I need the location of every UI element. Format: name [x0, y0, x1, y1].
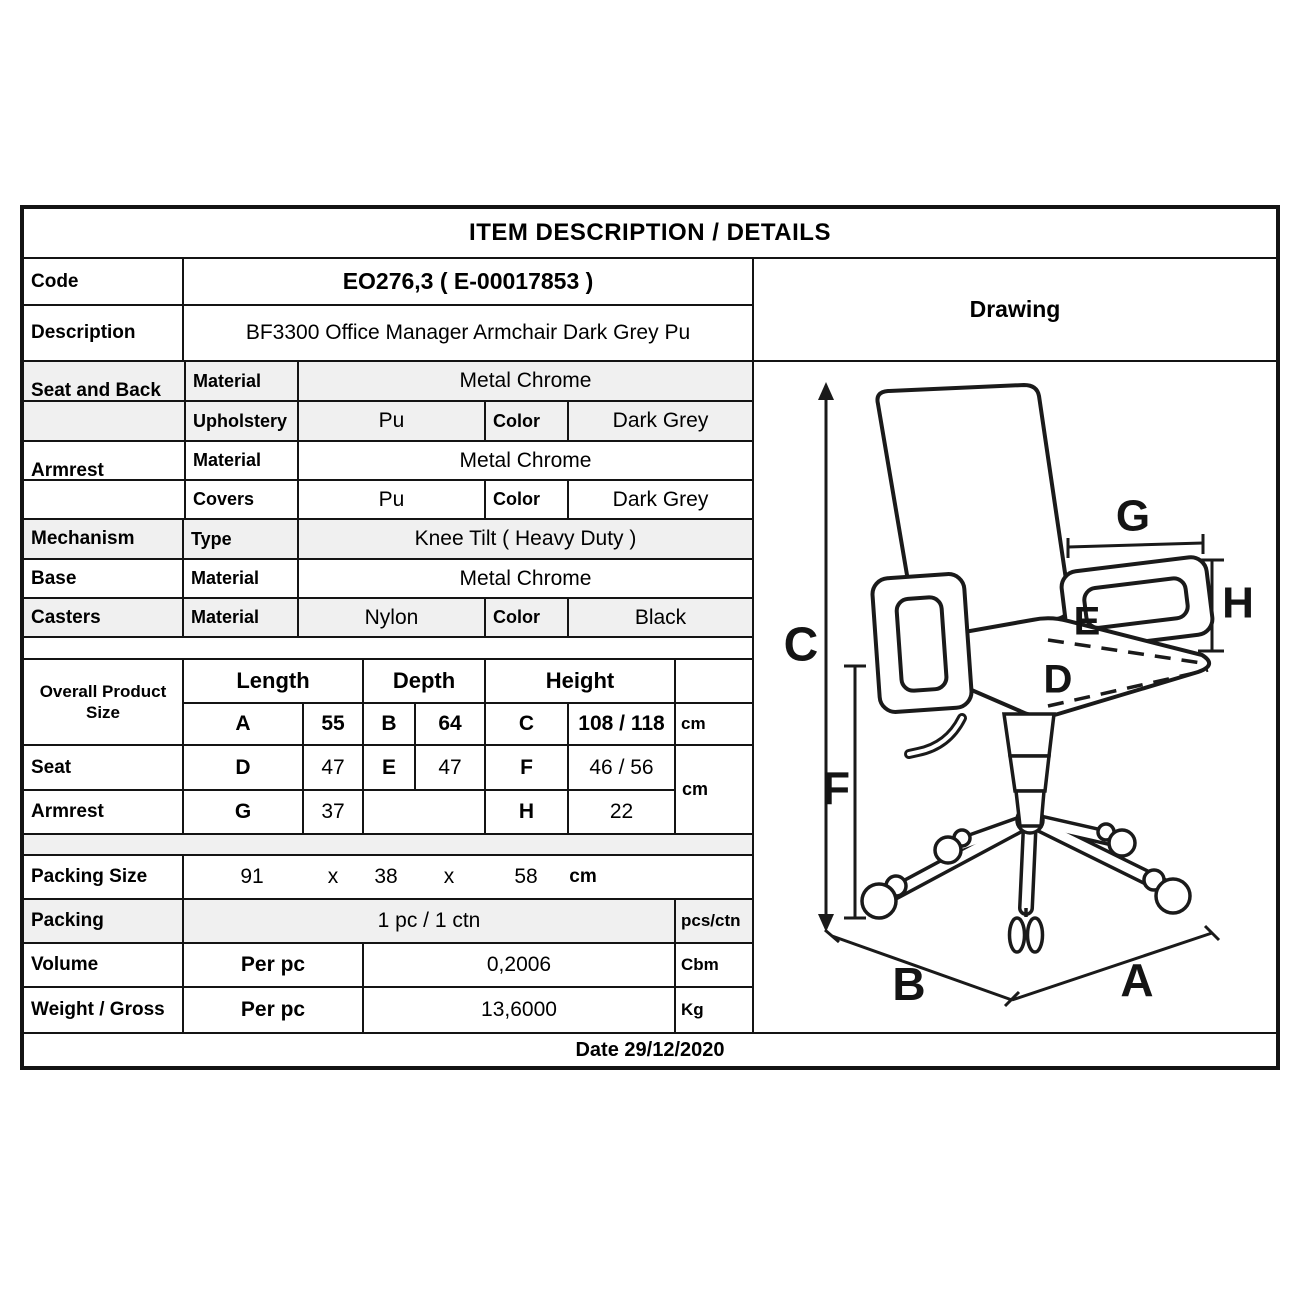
seat-size-row — [24, 746, 676, 791]
armrest-size-row — [24, 791, 676, 833]
packing-size-label: Packing Size — [24, 856, 184, 898]
weight-value: 13,6000 — [364, 988, 676, 1032]
caster-right — [1156, 879, 1190, 913]
spacer-1 — [24, 638, 752, 658]
drawing-label-b: B — [892, 958, 926, 1011]
upholstery-label: Upholstery — [184, 402, 299, 440]
drawing-label-d: D — [1043, 657, 1073, 702]
mechanism-type-label: Type — [184, 520, 299, 558]
packing-unit: pcs/ctn — [681, 911, 741, 930]
overall-values-row — [184, 704, 752, 744]
packing-size-row — [24, 856, 752, 900]
dim-f-letter: F — [486, 746, 569, 789]
volume-label: Volume — [24, 944, 184, 986]
mechanism-type-value: Knee Tilt ( Heavy Duty ) — [414, 527, 637, 550]
caster-back-left — [935, 837, 961, 863]
volume-value: 0,2006 — [364, 944, 676, 986]
packing-size-x2: x — [443, 865, 455, 888]
drawing-label-a: A — [1120, 954, 1154, 1007]
description-label: Description — [24, 306, 184, 360]
seatback-material-label: Material — [184, 362, 299, 400]
date-value: Date 29/12/2020 — [575, 1038, 725, 1061]
dim-g-letter: G — [184, 791, 304, 833]
casters-row — [24, 599, 752, 638]
armrest-material-label: Material — [184, 442, 299, 479]
seat-armrest-size-section — [24, 746, 752, 835]
upholstery-value: Pu — [299, 402, 486, 440]
overall-unit: cm — [681, 714, 706, 733]
packing-size-unit: cm — [569, 866, 597, 887]
armrest-material-value: Metal Chrome — [459, 448, 592, 472]
chair-lever — [909, 718, 962, 754]
overall-size-section — [24, 660, 752, 746]
base-material-value: Metal Chrome — [459, 566, 592, 590]
spacer-row-2 — [24, 835, 752, 856]
code-row — [24, 259, 752, 306]
dim-h-letter: H — [486, 791, 569, 833]
caster-back-right — [1109, 830, 1135, 856]
seatback-material-value: Metal Chrome — [459, 369, 592, 392]
seatback-color-label: Color — [486, 402, 569, 440]
dimension-line-c — [818, 382, 834, 932]
caster-left — [862, 884, 896, 918]
weight-unit: Kg — [681, 1000, 704, 1019]
volume-unit: Cbm — [681, 955, 719, 974]
dim-h-value: 22 — [569, 791, 676, 833]
armrest-size-label: Armrest — [24, 791, 184, 833]
packing-size-x1: x — [327, 865, 339, 888]
seat-size-label: Seat — [24, 746, 184, 789]
base-label: Base — [24, 560, 184, 597]
code-label: Code — [24, 259, 184, 304]
size-header-row — [184, 660, 752, 704]
armrest-color-label: Color — [486, 481, 569, 518]
casters-color-value: Black — [634, 605, 687, 629]
length-header: Length — [184, 660, 364, 702]
overall-size-label: Overall Product Size — [24, 660, 184, 744]
seat-armrest-unit: cm — [682, 779, 709, 799]
height-header: Height — [486, 660, 676, 702]
packing-size-depth: 38 — [374, 865, 398, 888]
weight-label: Weight / Gross — [24, 988, 184, 1032]
caster-front-left-wheel — [1010, 918, 1025, 952]
covers-label: Covers — [184, 481, 299, 518]
dim-a-value: 55 — [304, 704, 364, 744]
dim-c-letter: C — [486, 704, 569, 744]
casters-label: Casters — [24, 599, 184, 636]
dim-d-value: 47 — [304, 746, 364, 789]
weight-per-pc: Per pc — [184, 988, 364, 1032]
volume-row — [24, 944, 752, 988]
armrest-color-value: Dark Grey — [612, 487, 709, 511]
dim-e-value: 47 — [416, 746, 486, 789]
date-row — [24, 1032, 1276, 1066]
dim-b-value: 64 — [416, 704, 486, 744]
base-material-label: Material — [184, 560, 299, 597]
gas-lift — [1004, 714, 1054, 826]
armrest-label-text: Armrest — [31, 459, 104, 481]
drawing-panel — [752, 259, 1276, 1032]
seatback-label-text: Seat and Back — [31, 380, 161, 401]
drawing-label-e: E — [1073, 599, 1101, 644]
dim-a-letter: A — [184, 704, 304, 744]
caster-front-right-wheel — [1028, 918, 1043, 952]
armrest-size-empty — [364, 791, 486, 833]
packing-row — [24, 900, 752, 944]
spec-sheet-table — [20, 205, 1280, 1070]
dim-f-value: 46 / 56 — [569, 746, 676, 789]
spacer-2 — [24, 835, 752, 854]
chair-left-armrest — [871, 573, 972, 713]
casters-material-value: Nylon — [299, 599, 486, 636]
drawing-label-g: G — [1115, 491, 1151, 541]
code-value: EO276,3 ( E-00017853 ) — [342, 268, 594, 294]
depth-header: Depth — [364, 660, 486, 702]
description-value: BF3300 Office Manager Armchair Dark Grey Pu — [245, 321, 691, 344]
mechanism-row — [24, 520, 752, 560]
covers-value: Pu — [299, 481, 486, 518]
casters-material-label: Material — [184, 599, 299, 636]
description-row — [24, 306, 752, 362]
packing-size-length: 91 — [240, 865, 264, 888]
packing-label: Packing — [24, 900, 184, 942]
drawing-label-c: C — [783, 618, 819, 672]
weight-row — [24, 988, 752, 1032]
seatback-color-value: Dark Grey — [612, 409, 709, 432]
dim-c-value: 108 / 118 — [569, 704, 676, 744]
dim-b-letter: B — [364, 704, 416, 744]
mechanism-label: Mechanism — [24, 520, 184, 558]
size-header-spacer — [676, 660, 752, 702]
sheet-title: ITEM DESCRIPTION / DETAILS — [24, 209, 1276, 259]
casters-color-label: Color — [486, 599, 569, 636]
packing-size-values — [184, 856, 752, 898]
drawing-label-h: H — [1222, 578, 1254, 628]
packing-value: 1 pc / 1 ctn — [184, 900, 676, 942]
spacer-row-1 — [24, 638, 752, 660]
base-row — [24, 560, 752, 599]
drawing-label-f: F — [821, 762, 851, 815]
packing-size-height: 58 — [514, 865, 538, 888]
chair-drawing — [754, 362, 1276, 1028]
dim-g-value: 37 — [304, 791, 364, 833]
dim-e-letter: E — [364, 746, 416, 789]
dim-d-letter: D — [184, 746, 304, 789]
drawing-title: Drawing — [754, 259, 1276, 362]
spec-table-left — [24, 259, 752, 1032]
volume-per-pc: Per pc — [184, 944, 364, 986]
